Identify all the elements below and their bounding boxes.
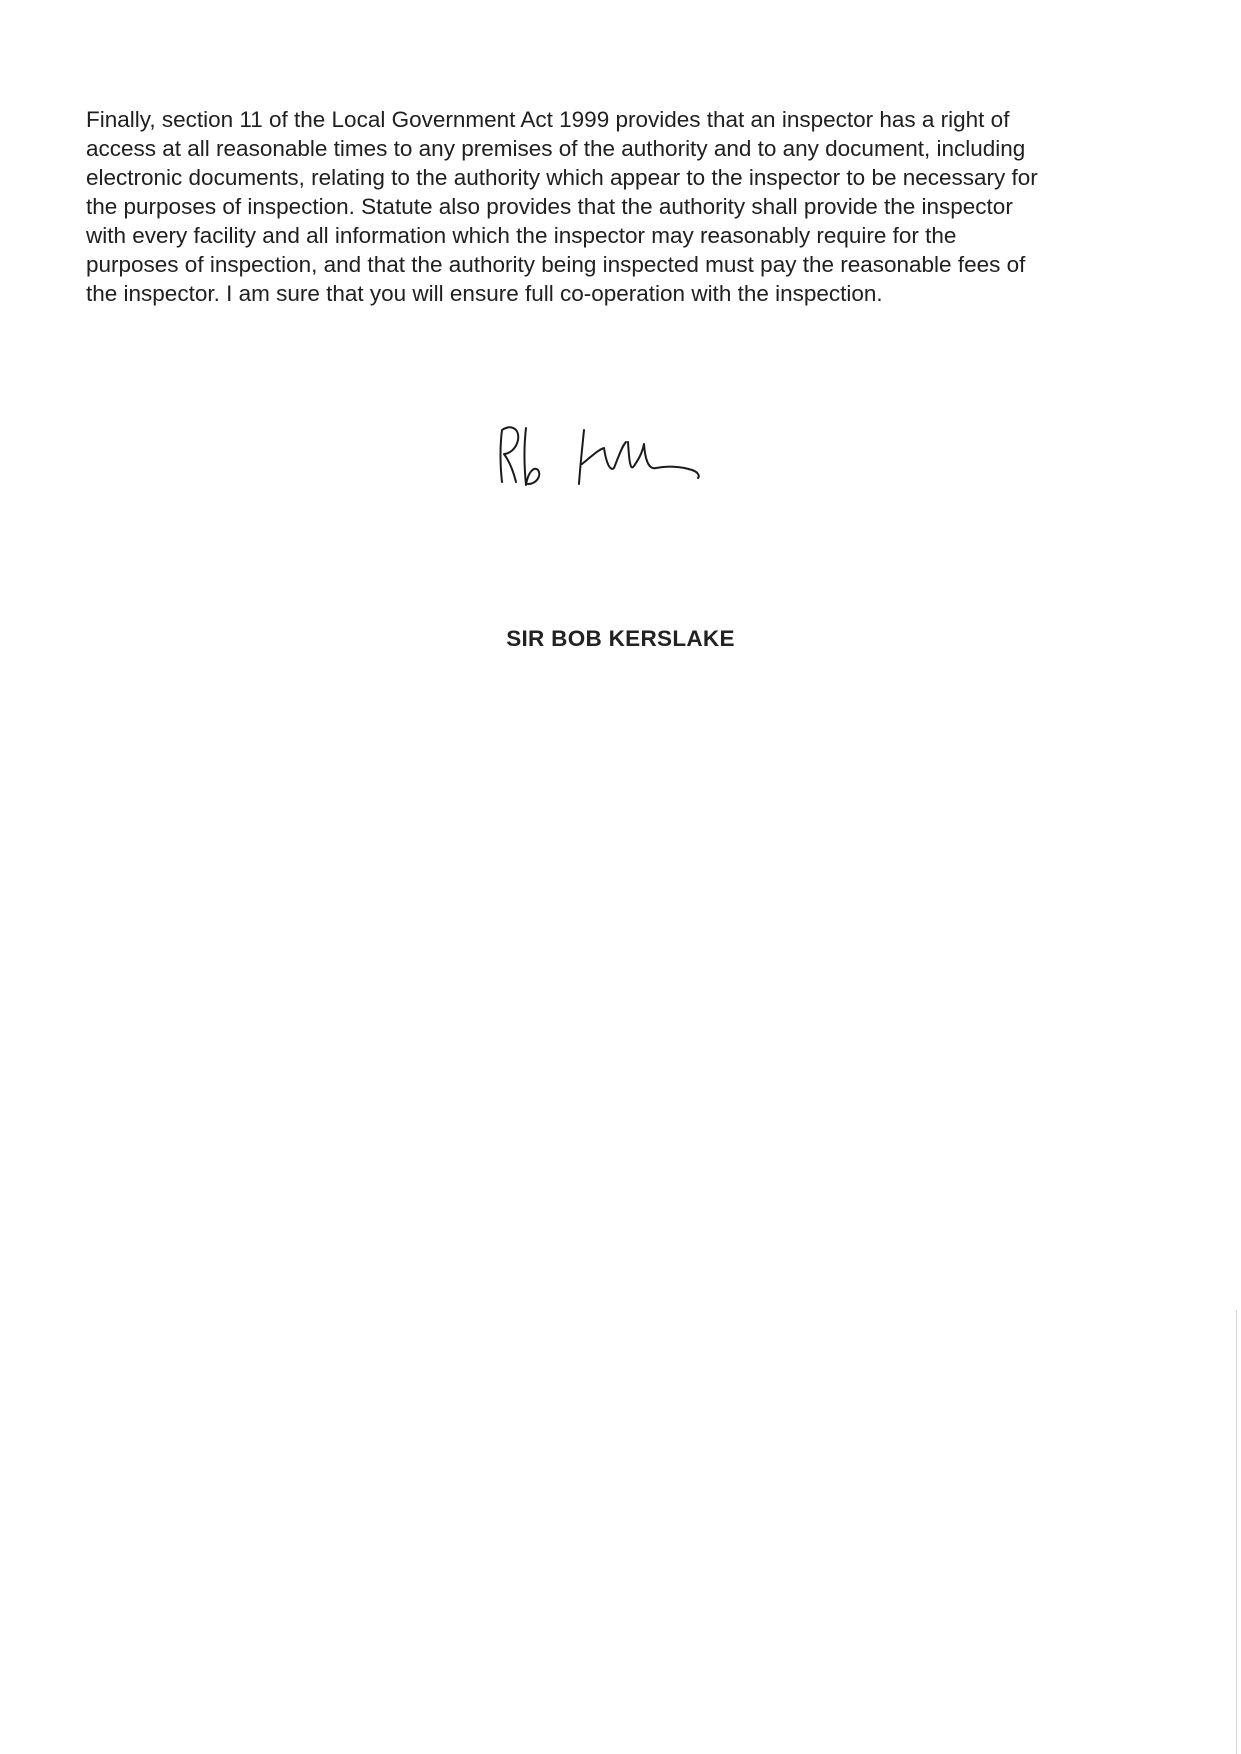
- handwritten-signature: [488, 420, 738, 510]
- paragraph-line: with every facility and all information which the inspector may reasonably require for the: [86, 223, 957, 248]
- paragraph-line: purposes of inspection, and that the authority being inspected must pay the reasonable fees of: [86, 252, 1026, 277]
- paragraph-line: the inspector. I am sure that you will ensure full co-operation with the inspection.: [86, 281, 883, 306]
- paragraph-line: electronic documents, relating to the authority which appear to the inspector to be necessary for: [86, 165, 1038, 190]
- paragraph-line: the purposes of inspection. Statute also provides that the authority shall provide the inspector: [86, 194, 1013, 219]
- signatory-name: SIR BOB KERSLAKE: [506, 626, 735, 651]
- paragraph-line: Finally, section 11 of the Local Government Act 1999 provides that an inspector has a right of: [86, 107, 1010, 132]
- paragraph-line: access at all reasonable times to any premises of the authority and to any document, including: [86, 136, 1026, 161]
- closing-paragraph: [86, 105, 1166, 308]
- signature-drawing: [488, 420, 738, 510]
- scan-edge-line: [1236, 1310, 1237, 1754]
